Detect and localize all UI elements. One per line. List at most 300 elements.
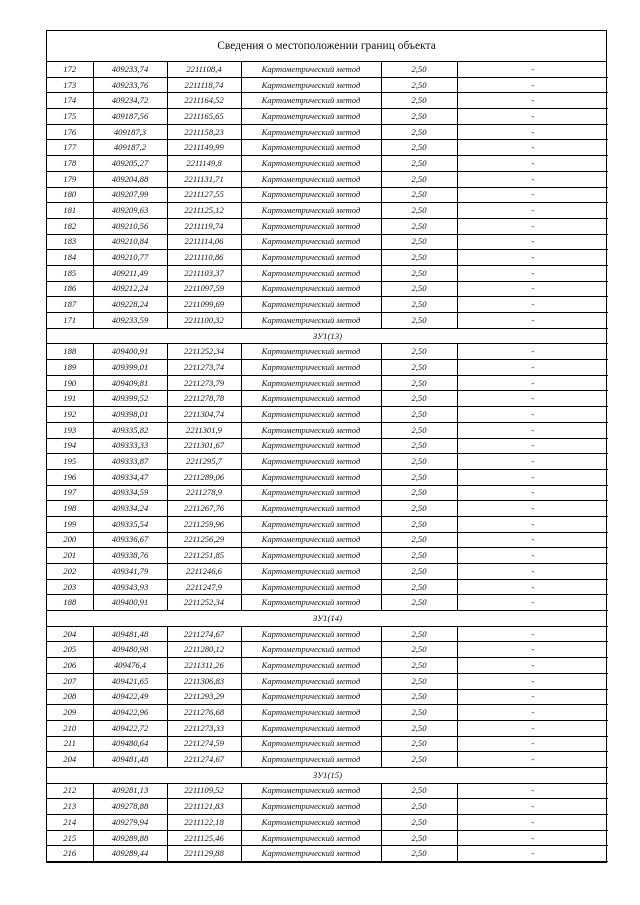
- method-cell: Картометрический метод: [241, 469, 381, 485]
- x-coordinate-cell: 409480,98: [93, 642, 167, 658]
- point-number-cell: 197: [47, 485, 93, 501]
- point-number-cell: 172: [47, 62, 93, 77]
- y-coordinate-cell: 2211251,85: [167, 548, 241, 564]
- method-cell: Картометрический метод: [241, 673, 381, 689]
- description-cell: -: [457, 830, 608, 846]
- precision-cell: 2,50: [381, 297, 457, 313]
- y-coordinate-cell: 2211122,18: [167, 815, 241, 831]
- y-coordinate-cell: 2211289,06: [167, 469, 241, 485]
- x-coordinate-cell: 409476,4: [93, 658, 167, 674]
- description-cell: -: [457, 422, 608, 438]
- method-cell: Картометрический метод: [241, 815, 381, 831]
- y-coordinate-cell: 2211274,67: [167, 752, 241, 768]
- description-cell: -: [457, 783, 608, 799]
- method-cell: Картометрический метод: [241, 501, 381, 517]
- precision-cell: 2,50: [381, 281, 457, 297]
- point-number-cell: 205: [47, 642, 93, 658]
- description-cell: -: [457, 469, 608, 485]
- description-cell: -: [457, 187, 608, 203]
- y-coordinate-cell: 2211278,9: [167, 485, 241, 501]
- point-number-cell: 195: [47, 454, 93, 470]
- table-row: [47, 171, 608, 187]
- table-row: [47, 203, 608, 219]
- precision-cell: 2,50: [381, 77, 457, 93]
- description-cell: -: [457, 532, 608, 548]
- precision-cell: 2,50: [381, 93, 457, 109]
- y-coordinate-cell: 2211295,7: [167, 454, 241, 470]
- precision-cell: 2,50: [381, 171, 457, 187]
- y-coordinate-cell: 2211097,59: [167, 281, 241, 297]
- table-row: [47, 548, 608, 564]
- sheet-title: Сведения о местоположении границ объекта: [47, 31, 606, 62]
- description-cell: -: [457, 250, 608, 266]
- method-cell: Картометрический метод: [241, 752, 381, 768]
- description-cell: -: [457, 62, 608, 77]
- method-cell: Картометрический метод: [241, 595, 381, 611]
- point-number-cell: 210: [47, 720, 93, 736]
- y-coordinate-cell: 2211306,83: [167, 673, 241, 689]
- y-coordinate-cell: 2211256,29: [167, 532, 241, 548]
- point-number-cell: 184: [47, 250, 93, 266]
- x-coordinate-cell: 409334,59: [93, 485, 167, 501]
- precision-cell: 2,50: [381, 689, 457, 705]
- table-row: [47, 407, 608, 423]
- point-number-cell: 204: [47, 626, 93, 642]
- description-cell: -: [457, 313, 608, 329]
- section-label: ЗУ1(15): [47, 767, 608, 783]
- description-cell: -: [457, 93, 608, 109]
- precision-cell: 2,50: [381, 391, 457, 407]
- method-cell: Картометрический метод: [241, 438, 381, 454]
- x-coordinate-cell: 409343,93: [93, 579, 167, 595]
- y-coordinate-cell: 2211103,37: [167, 265, 241, 281]
- table-row: [47, 62, 608, 77]
- description-cell: -: [457, 720, 608, 736]
- method-cell: Картометрический метод: [241, 218, 381, 234]
- point-number-cell: 215: [47, 830, 93, 846]
- y-coordinate-cell: 2211125,12: [167, 203, 241, 219]
- point-number-cell: 196: [47, 469, 93, 485]
- method-cell: Картометрический метод: [241, 548, 381, 564]
- method-cell: Картометрический метод: [241, 626, 381, 642]
- y-coordinate-cell: 2211118,74: [167, 77, 241, 93]
- table-row: [47, 250, 608, 266]
- precision-cell: 2,50: [381, 250, 457, 266]
- description-cell: -: [457, 516, 608, 532]
- coordinates-table: [47, 62, 608, 862]
- table-row: [47, 689, 608, 705]
- precision-cell: 2,50: [381, 469, 457, 485]
- y-coordinate-cell: 2211273,74: [167, 360, 241, 376]
- description-cell: -: [457, 234, 608, 250]
- table-row: [47, 454, 608, 470]
- y-coordinate-cell: 2211125,46: [167, 830, 241, 846]
- table-row: [47, 642, 608, 658]
- table-row: [47, 313, 608, 329]
- description-cell: -: [457, 626, 608, 642]
- table-row: [47, 265, 608, 281]
- x-coordinate-cell: 409210,77: [93, 250, 167, 266]
- method-cell: Картометрический метод: [241, 62, 381, 77]
- point-number-cell: 213: [47, 799, 93, 815]
- method-cell: Картометрический метод: [241, 422, 381, 438]
- precision-cell: 2,50: [381, 62, 457, 77]
- y-coordinate-cell: 2211304,74: [167, 407, 241, 423]
- y-coordinate-cell: 2211280,12: [167, 642, 241, 658]
- x-coordinate-cell: 409289,44: [93, 846, 167, 862]
- precision-cell: 2,50: [381, 532, 457, 548]
- method-cell: Картометрический метод: [241, 720, 381, 736]
- method-cell: Картометрический метод: [241, 391, 381, 407]
- y-coordinate-cell: 2211109,52: [167, 783, 241, 799]
- table-row: [47, 375, 608, 391]
- section-row: [47, 767, 608, 783]
- precision-cell: 2,50: [381, 752, 457, 768]
- x-coordinate-cell: 409187,3: [93, 124, 167, 140]
- precision-cell: 2,50: [381, 579, 457, 595]
- method-cell: Картометрический метод: [241, 658, 381, 674]
- y-coordinate-cell: 2211252,34: [167, 344, 241, 360]
- x-coordinate-cell: 409400,91: [93, 344, 167, 360]
- table-row: [47, 595, 608, 611]
- x-coordinate-cell: 409204,88: [93, 171, 167, 187]
- x-coordinate-cell: 409333,87: [93, 454, 167, 470]
- method-cell: Картометрический метод: [241, 689, 381, 705]
- method-cell: Картометрический метод: [241, 250, 381, 266]
- description-cell: -: [457, 752, 608, 768]
- description-cell: -: [457, 658, 608, 674]
- table-row: [47, 752, 608, 768]
- method-cell: Картометрический метод: [241, 830, 381, 846]
- precision-cell: 2,50: [381, 234, 457, 250]
- x-coordinate-cell: 409187,2: [93, 140, 167, 156]
- y-coordinate-cell: 2211301,9: [167, 422, 241, 438]
- point-number-cell: 199: [47, 516, 93, 532]
- y-coordinate-cell: 2211276,68: [167, 705, 241, 721]
- y-coordinate-cell: 2211121,83: [167, 799, 241, 815]
- x-coordinate-cell: 409279,94: [93, 815, 167, 831]
- precision-cell: 2,50: [381, 454, 457, 470]
- y-coordinate-cell: 2211149,99: [167, 140, 241, 156]
- section-row: [47, 328, 608, 344]
- precision-cell: 2,50: [381, 626, 457, 642]
- table-row: [47, 485, 608, 501]
- table-row: [47, 344, 608, 360]
- table-row: [47, 783, 608, 799]
- method-cell: Картометрический метод: [241, 485, 381, 501]
- method-cell: Картометрический метод: [241, 783, 381, 799]
- precision-cell: 2,50: [381, 673, 457, 689]
- point-number-cell: 192: [47, 407, 93, 423]
- table-row: [47, 830, 608, 846]
- point-number-cell: 187: [47, 297, 93, 313]
- method-cell: Картометрический метод: [241, 313, 381, 329]
- table-row: [47, 469, 608, 485]
- point-number-cell: 198: [47, 501, 93, 517]
- description-cell: -: [457, 438, 608, 454]
- x-coordinate-cell: 409234,72: [93, 93, 167, 109]
- x-coordinate-cell: 409205,27: [93, 156, 167, 172]
- section-label: ЗУ1(14): [47, 611, 608, 627]
- coordinates-table-body: [47, 62, 608, 862]
- table-row: [47, 736, 608, 752]
- y-coordinate-cell: 2211247,9: [167, 579, 241, 595]
- description-cell: -: [457, 109, 608, 125]
- y-coordinate-cell: 2211301,67: [167, 438, 241, 454]
- method-cell: Картометрический метод: [241, 846, 381, 862]
- precision-cell: 2,50: [381, 407, 457, 423]
- table-row: [47, 705, 608, 721]
- y-coordinate-cell: 2211110,86: [167, 250, 241, 266]
- x-coordinate-cell: 409207,99: [93, 187, 167, 203]
- x-coordinate-cell: 409480,64: [93, 736, 167, 752]
- y-coordinate-cell: 2211274,67: [167, 626, 241, 642]
- point-number-cell: 185: [47, 265, 93, 281]
- table-row: [47, 815, 608, 831]
- precision-cell: 2,50: [381, 203, 457, 219]
- description-cell: -: [457, 501, 608, 517]
- method-cell: Картометрический метод: [241, 297, 381, 313]
- y-coordinate-cell: 2211278,78: [167, 391, 241, 407]
- table-row: [47, 846, 608, 862]
- table-row: [47, 422, 608, 438]
- precision-cell: 2,50: [381, 124, 457, 140]
- precision-cell: 2,50: [381, 720, 457, 736]
- precision-cell: 2,50: [381, 736, 457, 752]
- x-coordinate-cell: 409481,48: [93, 752, 167, 768]
- x-coordinate-cell: 409281,13: [93, 783, 167, 799]
- point-number-cell: 183: [47, 234, 93, 250]
- point-number-cell: 190: [47, 375, 93, 391]
- description-cell: -: [457, 281, 608, 297]
- point-number-cell: 216: [47, 846, 93, 862]
- description-cell: -: [457, 375, 608, 391]
- table-row: [47, 799, 608, 815]
- description-cell: -: [457, 595, 608, 611]
- method-cell: Картометрический метод: [241, 93, 381, 109]
- x-coordinate-cell: 409421,65: [93, 673, 167, 689]
- table-row: [47, 297, 608, 313]
- method-cell: Картометрический метод: [241, 642, 381, 658]
- method-cell: Картометрический метод: [241, 705, 381, 721]
- x-coordinate-cell: 409338,76: [93, 548, 167, 564]
- point-number-cell: 175: [47, 109, 93, 125]
- precision-cell: 2,50: [381, 642, 457, 658]
- y-coordinate-cell: 2211127,55: [167, 187, 241, 203]
- y-coordinate-cell: 2211114,06: [167, 234, 241, 250]
- y-coordinate-cell: 2211165,65: [167, 109, 241, 125]
- x-coordinate-cell: 409278,88: [93, 799, 167, 815]
- description-cell: -: [457, 407, 608, 423]
- method-cell: Картометрический метод: [241, 736, 381, 752]
- description-cell: -: [457, 218, 608, 234]
- precision-cell: 2,50: [381, 438, 457, 454]
- table-row: [47, 501, 608, 517]
- table-row: [47, 673, 608, 689]
- point-number-cell: 179: [47, 171, 93, 187]
- precision-cell: 2,50: [381, 516, 457, 532]
- x-coordinate-cell: 409211,49: [93, 265, 167, 281]
- point-number-cell: 193: [47, 422, 93, 438]
- description-cell: -: [457, 297, 608, 313]
- method-cell: Картометрический метод: [241, 187, 381, 203]
- x-coordinate-cell: 409212,24: [93, 281, 167, 297]
- method-cell: Картометрический метод: [241, 375, 381, 391]
- table-row: [47, 438, 608, 454]
- precision-cell: 2,50: [381, 595, 457, 611]
- point-number-cell: 211: [47, 736, 93, 752]
- method-cell: Картометрический метод: [241, 171, 381, 187]
- y-coordinate-cell: 2211108,4: [167, 62, 241, 77]
- table-row: [47, 720, 608, 736]
- boundary-sheet: [46, 30, 607, 863]
- precision-cell: 2,50: [381, 187, 457, 203]
- point-number-cell: 189: [47, 360, 93, 376]
- y-coordinate-cell: 2211149,8: [167, 156, 241, 172]
- x-coordinate-cell: 409422,72: [93, 720, 167, 736]
- description-cell: -: [457, 548, 608, 564]
- x-coordinate-cell: 409334,24: [93, 501, 167, 517]
- y-coordinate-cell: 2211100,32: [167, 313, 241, 329]
- precision-cell: 2,50: [381, 140, 457, 156]
- x-coordinate-cell: 409399,52: [93, 391, 167, 407]
- y-coordinate-cell: 2211246,6: [167, 564, 241, 580]
- point-number-cell: 182: [47, 218, 93, 234]
- method-cell: Картометрический метод: [241, 281, 381, 297]
- point-number-cell: 174: [47, 93, 93, 109]
- x-coordinate-cell: 409341,79: [93, 564, 167, 580]
- precision-cell: 2,50: [381, 783, 457, 799]
- x-coordinate-cell: 409336,67: [93, 532, 167, 548]
- precision-cell: 2,50: [381, 422, 457, 438]
- y-coordinate-cell: 2211267,76: [167, 501, 241, 517]
- precision-cell: 2,50: [381, 360, 457, 376]
- y-coordinate-cell: 2211273,33: [167, 720, 241, 736]
- precision-cell: 2,50: [381, 846, 457, 862]
- description-cell: -: [457, 815, 608, 831]
- x-coordinate-cell: 409210,84: [93, 234, 167, 250]
- point-number-cell: 201: [47, 548, 93, 564]
- table-row: [47, 109, 608, 125]
- point-number-cell: 191: [47, 391, 93, 407]
- x-coordinate-cell: 409187,56: [93, 109, 167, 125]
- method-cell: Картометрический метод: [241, 203, 381, 219]
- method-cell: Картометрический метод: [241, 156, 381, 172]
- precision-cell: 2,50: [381, 705, 457, 721]
- precision-cell: 2,50: [381, 658, 457, 674]
- x-coordinate-cell: 409398,01: [93, 407, 167, 423]
- method-cell: Картометрический метод: [241, 454, 381, 470]
- method-cell: Картометрический метод: [241, 140, 381, 156]
- description-cell: -: [457, 171, 608, 187]
- x-coordinate-cell: 409233,76: [93, 77, 167, 93]
- precision-cell: 2,50: [381, 313, 457, 329]
- table-row: [47, 218, 608, 234]
- precision-cell: 2,50: [381, 501, 457, 517]
- point-number-cell: 204: [47, 752, 93, 768]
- precision-cell: 2,50: [381, 799, 457, 815]
- method-cell: Картометрический метод: [241, 532, 381, 548]
- precision-cell: 2,50: [381, 564, 457, 580]
- method-cell: Картометрический метод: [241, 799, 381, 815]
- point-number-cell: 188: [47, 344, 93, 360]
- precision-cell: 2,50: [381, 344, 457, 360]
- y-coordinate-cell: 2211164,52: [167, 93, 241, 109]
- y-coordinate-cell: 2211274,59: [167, 736, 241, 752]
- precision-cell: 2,50: [381, 815, 457, 831]
- description-cell: -: [457, 579, 608, 595]
- section-row: [47, 611, 608, 627]
- point-number-cell: 203: [47, 579, 93, 595]
- point-number-cell: 180: [47, 187, 93, 203]
- method-cell: Картометрический метод: [241, 564, 381, 580]
- y-coordinate-cell: 2211129,88: [167, 846, 241, 862]
- x-coordinate-cell: 409209,63: [93, 203, 167, 219]
- description-cell: -: [457, 360, 608, 376]
- x-coordinate-cell: 409333,33: [93, 438, 167, 454]
- table-row: [47, 93, 608, 109]
- y-coordinate-cell: 2211259,96: [167, 516, 241, 532]
- table-row: [47, 626, 608, 642]
- description-cell: -: [457, 77, 608, 93]
- point-number-cell: 209: [47, 705, 93, 721]
- x-coordinate-cell: 409289,88: [93, 830, 167, 846]
- y-coordinate-cell: 2211099,69: [167, 297, 241, 313]
- table-row: [47, 124, 608, 140]
- method-cell: Картометрический метод: [241, 265, 381, 281]
- y-coordinate-cell: 2211119,74: [167, 218, 241, 234]
- description-cell: -: [457, 156, 608, 172]
- description-cell: -: [457, 454, 608, 470]
- table-row: [47, 77, 608, 93]
- method-cell: Картометрический метод: [241, 516, 381, 532]
- x-coordinate-cell: 409422,49: [93, 689, 167, 705]
- x-coordinate-cell: 409210,56: [93, 218, 167, 234]
- method-cell: Картометрический метод: [241, 579, 381, 595]
- point-number-cell: 173: [47, 77, 93, 93]
- x-coordinate-cell: 409335,54: [93, 516, 167, 532]
- x-coordinate-cell: 409335,82: [93, 422, 167, 438]
- method-cell: Картометрический метод: [241, 109, 381, 125]
- x-coordinate-cell: 409334,47: [93, 469, 167, 485]
- description-cell: -: [457, 265, 608, 281]
- precision-cell: 2,50: [381, 109, 457, 125]
- table-row: [47, 564, 608, 580]
- table-row: [47, 391, 608, 407]
- description-cell: -: [457, 391, 608, 407]
- point-number-cell: 176: [47, 124, 93, 140]
- description-cell: -: [457, 203, 608, 219]
- y-coordinate-cell: 2211273,79: [167, 375, 241, 391]
- y-coordinate-cell: 2211293,29: [167, 689, 241, 705]
- description-cell: -: [457, 689, 608, 705]
- x-coordinate-cell: 409228,24: [93, 297, 167, 313]
- description-cell: -: [457, 140, 608, 156]
- x-coordinate-cell: 409422,96: [93, 705, 167, 721]
- precision-cell: 2,50: [381, 265, 457, 281]
- table-row: [47, 532, 608, 548]
- description-cell: -: [457, 673, 608, 689]
- point-number-cell: 206: [47, 658, 93, 674]
- table-row: [47, 360, 608, 376]
- table-row: [47, 281, 608, 297]
- table-row: [47, 156, 608, 172]
- precision-cell: 2,50: [381, 548, 457, 564]
- method-cell: Картометрический метод: [241, 77, 381, 93]
- x-coordinate-cell: 409481,48: [93, 626, 167, 642]
- point-number-cell: 207: [47, 673, 93, 689]
- point-number-cell: 194: [47, 438, 93, 454]
